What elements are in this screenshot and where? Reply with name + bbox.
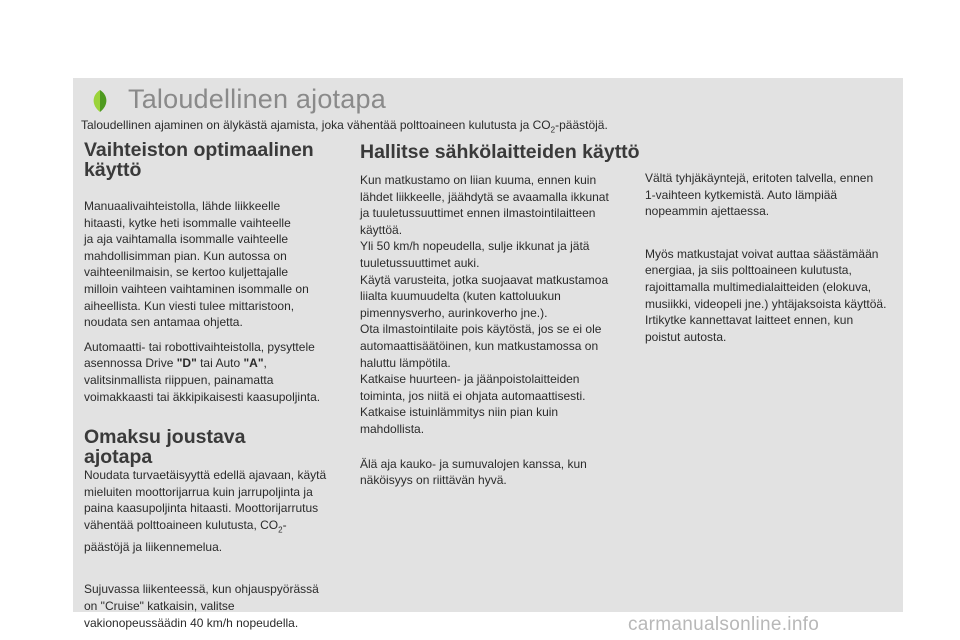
headlights-text: Älä aja kauko- ja sumuvalojen kanssa, kun näköisyys on riittävän hyvä. <box>360 456 587 488</box>
manual-gearbox-text: Manuaalivaihteistolla, lähde liikkeelle hitaasti, kytke heti isommalle vaihteelle ja aja vaihtamalla isommalle vaihteelle mahdollisimman pian. Kun autossa on vaihteenilmaisin, se kertoo kuljettajalle milloin vaihteen vaihtaminen isommalle on aiheellista. Kun viesti tulee mittaristoon, noudata sen antamaa ohjetta. <box>84 199 309 330</box>
passengers-text: Myös matkustajat voivat auttaa säästämään energiaa, ja siis polttoaineen kulutusta, rajoittamalla multimedialaitteiden (elokuva, musiikki, videopeli jne.) yhtäjaksoista käyttöä. Irtikytke kannettavat laitteet ennen, kun poistut autosta. <box>645 246 887 344</box>
electrical-column <box>360 142 645 489</box>
automatic-gearbox-text: Automaatti- tai robottivaihteistolla, pysyttele asennossa Drive "D" tai Auto "A", valitsinmallista riippuen, painamatta voimakkaasti tai äkkipikaisesti kaasupoljinta. <box>84 339 321 404</box>
page-title: Taloudellinen ajotapa <box>128 84 386 114</box>
gearbox-heading: Vaihteiston optimaalinen käyttö <box>84 139 314 181</box>
idling-text: Vältä tyhjäkäyntejä, eritoten talvella, ennen 1-vaihteen kytkemistä. Auto lämpiää nopeammin ajettaessa. <box>645 171 874 219</box>
gearbox-column <box>84 140 354 631</box>
right-column <box>645 170 900 345</box>
flexible-driving-heading: Omaksu joustava ajotapa <box>84 426 246 469</box>
leaf-icon <box>89 88 111 114</box>
flexible-driving-text: Noudata turvaetäisyyttä edellä ajavaan, käytä mieluiten moottorijarrua kuin jarrupoljinta ja paina kaasupoljinta hitaasti. Moottorijarrutus vähentää polttoaineen kulutusta, $CO_2-$ päästöjä ja liikennemelua. <box>84 468 327 554</box>
electrical-text: Kun matkustamo on liian kuuma, ennen kuin lähdet liikkeelle, jäähdytä se avaamalla ikkunat ja tuuletussuuttimet ennen ilmastointilaitteen käyttöä. Yli 50 km/h nopeudella, sulje ikkunat ja jätä tuuletussuuttimet auki. Käytä varusteita, jotka suojaavat matkustamoa liialta kuumuudelta (kuten kattoluukun pimennysverho, aurinkoverho jne.). Ota ilmastointilaite pois käytöstä, jos se ei ole automaattisäätöinen, kun matkustamossa on haluttu lämpötila. Katkaise huurteen- ja jäänpoistolaitteiden toiminta, jos niitä ei ohjata automaattisesti. Katkaise istuinlämmitys niin pian kuin mahdollista. <box>360 173 609 436</box>
electrical-heading: Hallitse sähkölaitteiden käyttö <box>360 141 640 163</box>
watermark: carmanualsonline.info <box>628 614 820 635</box>
cruise-control-text: Sujuvassa liikenteessä, kun ohjauspyörässä on "Cruise" katkaisin, valitse vakionopeussäädin 40 km/h nopeudella. <box>84 582 319 630</box>
intro-text: Taloudellinen ajaminen on älykästä ajamista, joka vähentää polttoaineen kulutusta ja $CO_2$-päästöjä. <box>81 118 608 135</box>
